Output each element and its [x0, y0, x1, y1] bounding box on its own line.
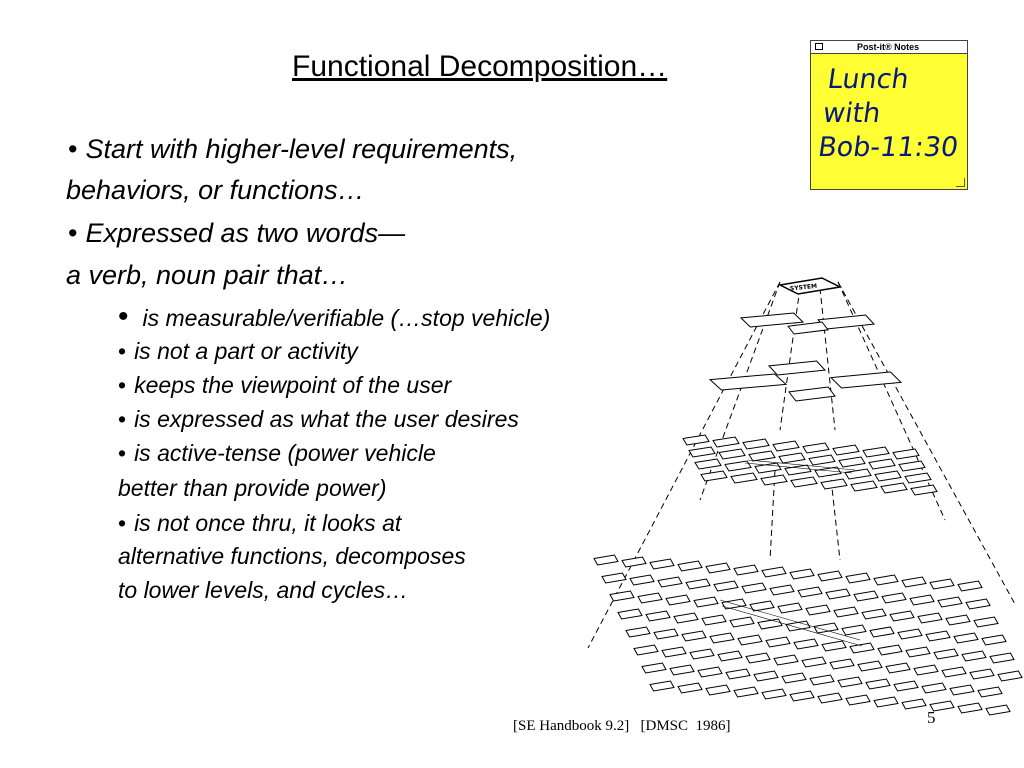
pyramid-node [898, 629, 922, 639]
pyramid-node [701, 471, 727, 481]
pyramid-node [862, 609, 886, 619]
pyramid-node [762, 689, 786, 699]
pyramid-node [702, 615, 726, 625]
postit-handwriting: Lunch with Bob-11:30 [816, 64, 961, 163]
pyramid-node [706, 685, 730, 695]
pyramid-node [766, 637, 790, 647]
top-node-system [780, 278, 840, 294]
pyramid-node [622, 557, 646, 567]
pyramid-node [738, 635, 762, 645]
pyramid-node [674, 613, 698, 623]
pyramid-node [818, 693, 842, 703]
pyramid-node [846, 573, 870, 583]
pyramid-node [902, 699, 926, 709]
pyramid-node [950, 685, 974, 695]
pyramid-node [730, 617, 754, 627]
pyramid-node [734, 687, 758, 697]
pyramid-node [809, 455, 835, 465]
bullet-marker: • [68, 134, 78, 164]
bullet-marker: • [118, 300, 129, 333]
pyramid-node [926, 631, 950, 641]
pyramid-node [698, 667, 722, 677]
pyramid-node [803, 443, 829, 453]
pyramid-node [662, 647, 686, 657]
pyramid-node [670, 665, 694, 675]
pyramid-node [851, 481, 877, 491]
pyramid-node [934, 649, 958, 659]
pyramid-node [966, 599, 990, 609]
pyramid-node [930, 579, 954, 589]
pyramid-node [694, 597, 718, 607]
pyramid-node [918, 613, 942, 623]
pyramid-node [870, 627, 894, 637]
pyramid-node [878, 645, 902, 655]
bullet-text: is measurable/verifiable (…stop vehicle) [142, 305, 551, 331]
pyramid-node [954, 633, 978, 643]
pyramid-node [646, 611, 670, 621]
bullet-text: a verb, noun pair that… [66, 260, 349, 290]
pyramid-node [863, 447, 889, 457]
postit-title: Post-it® Notes [857, 42, 920, 52]
pyramid-node [890, 611, 914, 621]
pyramid-node [630, 575, 654, 585]
pyramid-node [718, 651, 742, 661]
bullet-text: alternative functions, decomposes [118, 543, 466, 569]
bullet-text: is expressed as what the user desires [134, 406, 519, 432]
pyramid-node [754, 671, 778, 681]
pyramid-node [881, 483, 907, 493]
pyramid-node [834, 607, 858, 617]
pyramid-node [905, 473, 931, 483]
pyramid-node [914, 665, 938, 675]
pyramid-node [746, 653, 770, 663]
pyramid-node [838, 677, 862, 687]
pyramid-node [785, 465, 811, 475]
pyramid-node [710, 374, 786, 390]
top-node-label: SYSTEM [789, 282, 818, 293]
pyramid-node [773, 441, 799, 451]
pyramid-node [794, 639, 818, 649]
pyramid-node [683, 435, 709, 445]
pyramid-node [761, 475, 787, 485]
pyramid-node [654, 629, 678, 639]
pyramid-node [806, 605, 830, 615]
pyramid-node [650, 681, 674, 691]
pyramid-node [791, 477, 817, 487]
pyramid-node [594, 555, 618, 565]
pyramid-node [706, 563, 730, 573]
bullet-text: is active-tense (power vehicle [134, 440, 436, 466]
pyramid-node [749, 451, 775, 461]
pyramid-node [893, 449, 919, 459]
pyramid-node [695, 459, 721, 469]
pyramid-node [725, 461, 751, 471]
pyramid-node [938, 597, 962, 607]
bullet-text: to lower levels, and cycles… [118, 577, 409, 603]
pyramid-node [866, 679, 890, 689]
pyramid-node [758, 619, 782, 629]
slide-title: Functional Decomposition… [292, 50, 668, 83]
pyramid-node [946, 615, 970, 625]
pyramid-node [642, 663, 666, 673]
pyramid-node [839, 457, 865, 467]
pyramid-node [845, 469, 871, 479]
pyramid-node [822, 641, 846, 651]
pyramid-node [882, 593, 906, 603]
pyramid-node [710, 633, 734, 643]
pyramid-node [686, 579, 710, 589]
citation: [SE Handbook 9.2] [DMSC 1986] [513, 718, 731, 734]
pyramid-node [982, 635, 1006, 645]
bullet-text: is not a part or activity [134, 338, 358, 364]
pyramid-node [731, 473, 757, 483]
pyramid-node [854, 591, 878, 601]
bullet-text: behaviors, or functions… [66, 175, 365, 205]
pyramid-node [678, 561, 702, 571]
bullet-marker: • [118, 338, 127, 364]
pyramid-node [762, 567, 786, 577]
pyramid-node [774, 655, 798, 665]
pyramid-node [990, 653, 1014, 663]
pyramid-node [826, 589, 850, 599]
pyramid-node [869, 459, 895, 469]
pyramid-node [741, 313, 803, 327]
pyramid-node [634, 645, 658, 655]
pyramid-node [666, 595, 690, 605]
pyramid-node [650, 559, 674, 569]
pyramid-node [942, 667, 966, 677]
pyramid-node [906, 647, 930, 657]
pyramid-node [689, 447, 715, 457]
pyramid-node [986, 705, 1010, 715]
pyramid-node [788, 322, 828, 334]
bullet-marker: • [118, 372, 127, 398]
pyramid-node [626, 627, 650, 637]
pyramid-node [902, 577, 926, 587]
pyramid-node [810, 675, 834, 685]
bullet-text: Start with higher-level requirements, [85, 134, 518, 164]
pyramid-node [842, 625, 866, 635]
pyramid-node [874, 697, 898, 707]
bullet-marker: • [118, 406, 127, 432]
pyramid-node [714, 581, 738, 591]
bullet-marker: • [68, 218, 78, 248]
pyramid-node [875, 471, 901, 481]
pyramid-node [970, 669, 994, 679]
pyramid-node [798, 587, 822, 597]
pyramid-node [743, 439, 769, 449]
pyramid-node [610, 591, 634, 601]
pyramid-node [690, 649, 714, 659]
pyramid-node [962, 651, 986, 661]
pyramid-node [998, 671, 1022, 681]
bullet-text: Expressed as two words— [85, 218, 406, 248]
pyramid-node [958, 703, 982, 713]
pyramid-node [831, 372, 901, 388]
pyramid-node [846, 695, 870, 705]
bullet-text: keeps the viewpoint of the user [134, 372, 452, 398]
pyramid-node [713, 437, 739, 447]
pyramid-node [789, 387, 835, 401]
pyramid-node [850, 643, 874, 653]
pyramid-node [618, 609, 642, 619]
pyramid-node [874, 575, 898, 585]
pyramid-node [778, 603, 802, 613]
pyramid-node [922, 683, 946, 693]
pyramid-node [833, 445, 859, 455]
pyramid-node [734, 565, 758, 575]
bullet-text: better than provide power) [118, 475, 387, 501]
pyramid-node [742, 583, 766, 593]
pyramid-node [958, 581, 982, 591]
pyramid-node [910, 595, 934, 605]
pyramid-node [678, 683, 702, 693]
pyramid-node [830, 659, 854, 669]
pyramid-node [802, 657, 826, 667]
pyramid-node [974, 617, 998, 627]
pyramid-node [790, 569, 814, 579]
pyramid-node [821, 479, 847, 489]
pyramid-node [899, 461, 925, 471]
pyramid-node [682, 631, 706, 641]
pyramid-node [886, 663, 910, 673]
pyramid-node [978, 687, 1002, 697]
bullet-marker: • [118, 510, 127, 536]
pyramid-node [779, 453, 805, 463]
pyramid-node [818, 571, 842, 581]
pyramid-node [719, 449, 745, 459]
pyramid-node [790, 691, 814, 701]
pyramid-node [769, 361, 825, 375]
bullet-marker: • [118, 440, 127, 466]
pyramid-node [726, 669, 750, 679]
bullet-text: is not once thru, it looks at [134, 510, 402, 536]
pyramid-node [858, 661, 882, 671]
pyramid-node [770, 585, 794, 595]
pyramid-node [602, 573, 626, 583]
pyramid-node [782, 673, 806, 683]
page-number: 5 [927, 708, 936, 727]
pyramid-node [638, 593, 662, 603]
pyramid-node [894, 681, 918, 691]
pyramid-node [658, 577, 682, 587]
